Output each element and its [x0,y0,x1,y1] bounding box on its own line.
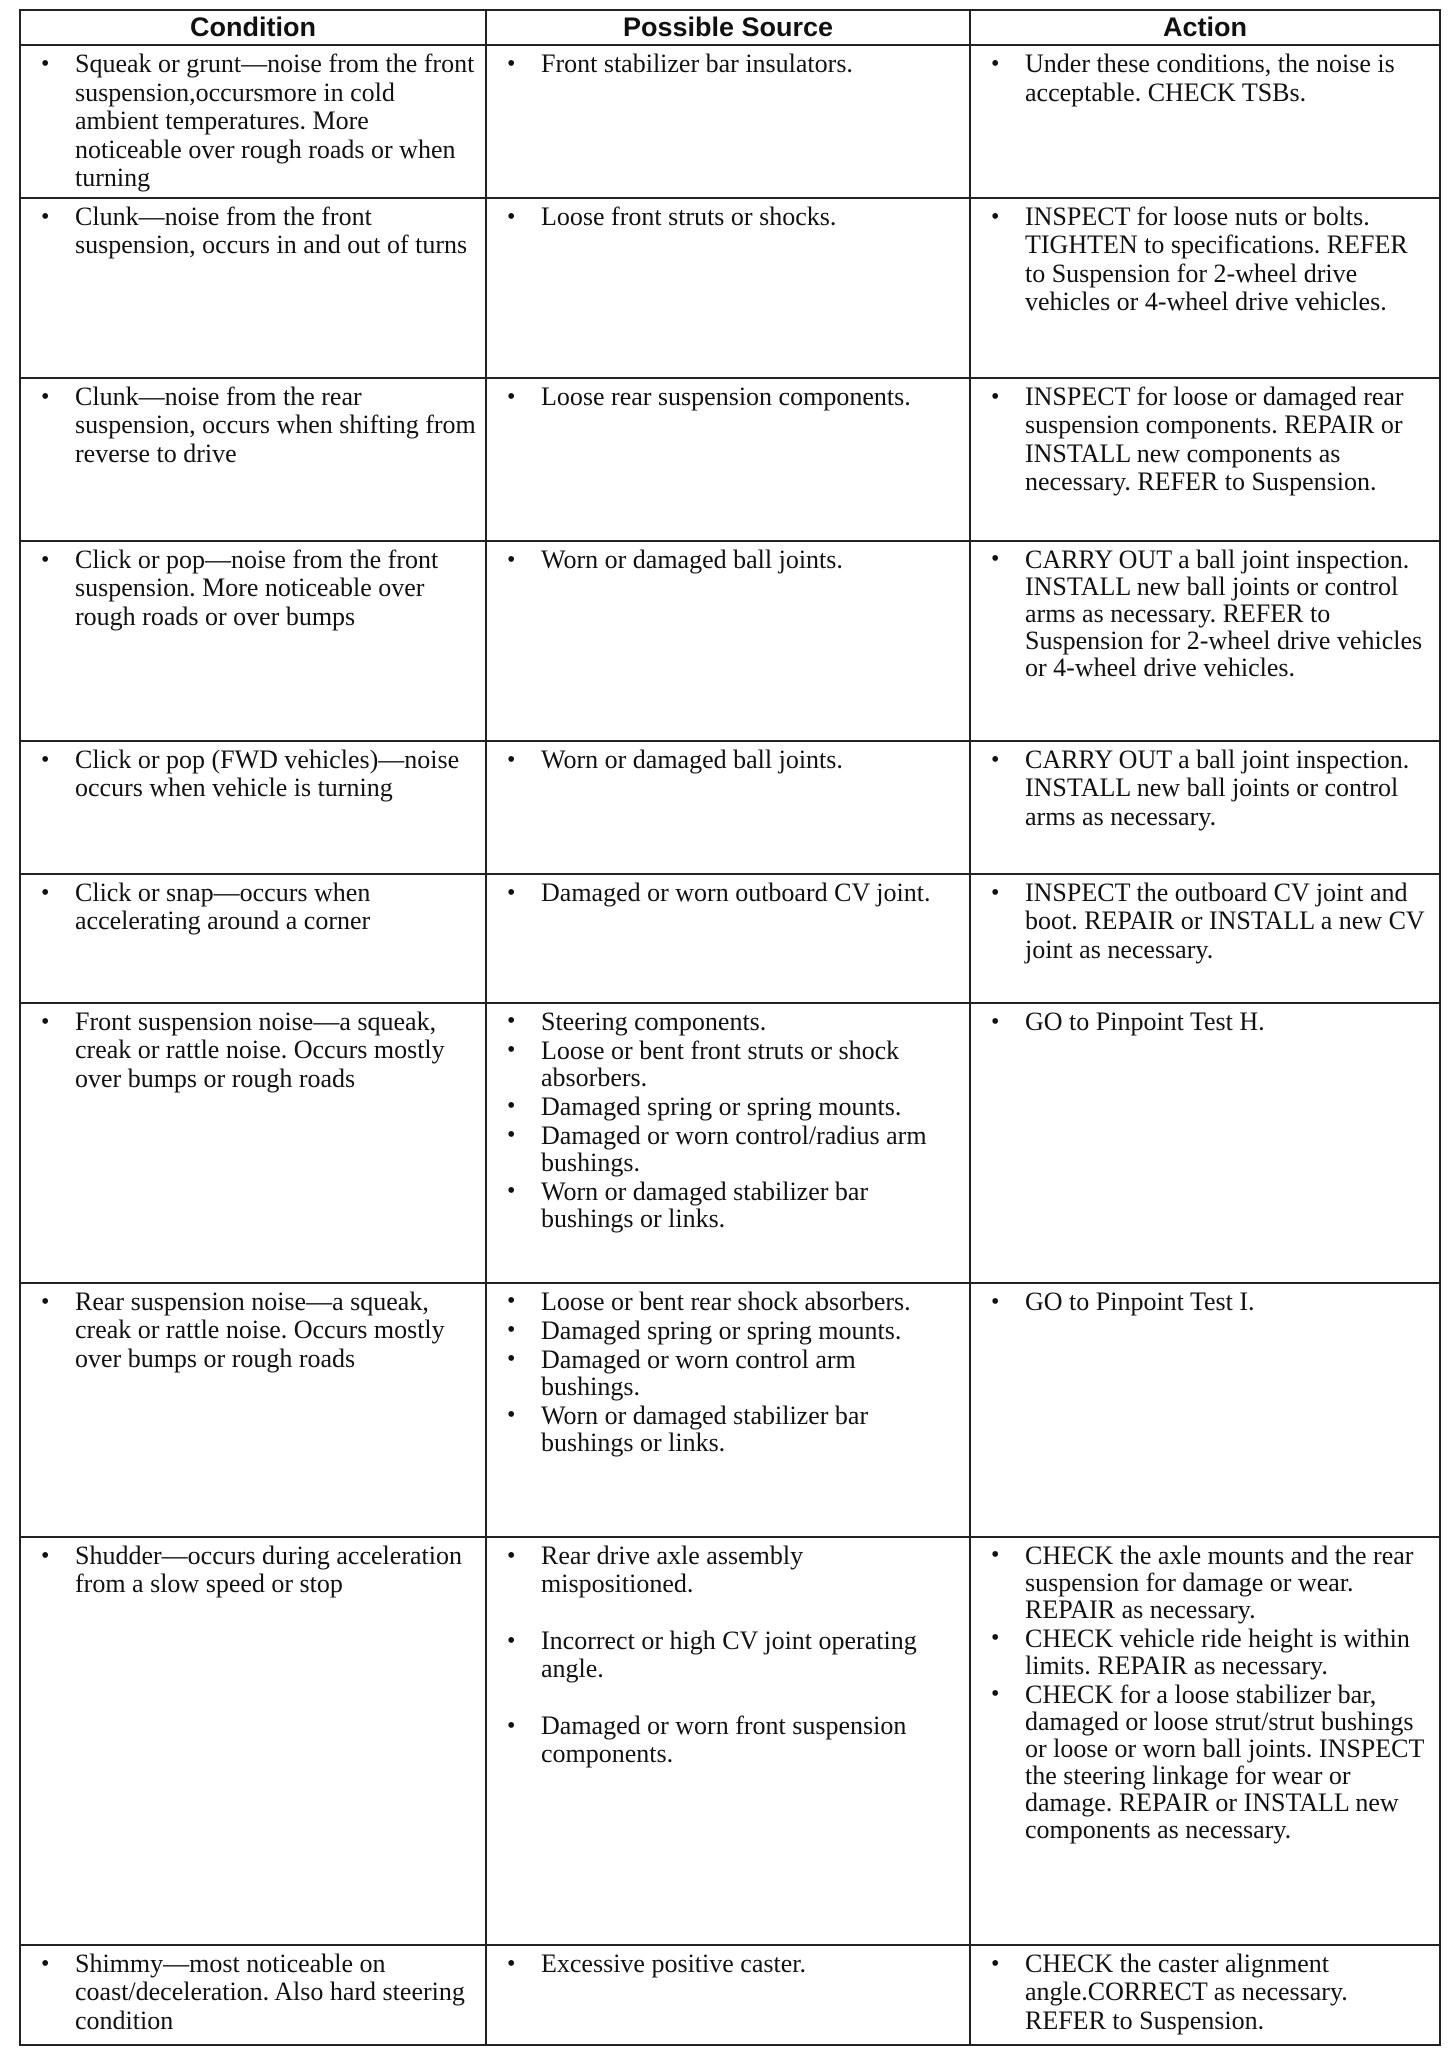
condition-text: • Clunk—noise from the rear suspension, occurs when shifting from reverse to drive [29,383,477,469]
condition-text: • Front suspension noise—a squeak, creak or rattle noise. Occurs mostly over bumps or rough roads [29,1008,477,1094]
source-cell [486,541,970,741]
action-item: • INSPECT for loose or damaged rear suspension components. REPAIR or INSTALL new components as necessary. REFER to Suspension. [979,383,1431,497]
source-cell [486,45,970,198]
action-item: • CHECK the axle mounts and the rear suspension for damage or wear. REPAIR as necessary. [979,1542,1431,1623]
action-item: • CARRY OUT a ball joint inspection. INSTALL new ball joints or control arms as necessary. REFER to Suspension for 2-wheel drive vehicles or 4-wheel drive vehicles. [979,546,1431,681]
action-cell [970,541,1440,741]
table-row [20,1003,1440,1283]
condition-cell [20,741,486,874]
source-item: • Damaged spring or spring mounts. [495,1093,961,1120]
table-row [20,1537,1440,1945]
source-item: • Damaged or worn control/radius arm bushings. [495,1122,961,1176]
source-item: • Steering components. [495,1008,961,1035]
table-row [20,541,1440,741]
header-action: Action [970,10,1440,45]
action-cell [970,1283,1440,1537]
condition-cell [20,874,486,1003]
header-condition: Condition [20,10,486,45]
action-item: • INSPECT the outboard CV joint and boot. REPAIR or INSTALL a new CV joint as necessary. [979,879,1431,965]
source-item: • Worn or damaged ball joints. [495,546,961,575]
source-item: • Loose or bent rear shock absorbers. [495,1288,961,1315]
condition-cell [20,378,486,541]
condition-text: • Shudder—occurs during acceleration from a slow speed or stop [29,1542,477,1599]
action-item: • GO to Pinpoint Test H. [979,1008,1431,1037]
action-cell [970,45,1440,198]
condition-text: • Squeak or grunt—noise from the front suspension,occursmore in cold ambient temperatures. More noticeable over rough roads or when turning [29,50,477,193]
table-row [20,1945,1440,2045]
source-cell [486,1283,970,1537]
action-item: • CHECK for a loose stabilizer bar, damaged or loose strut/strut bushings or loose or worn ball joints. INSPECT the steering linkage for wear or damage. REPAIR or INSTALL new components as necessary. [979,1681,1431,1843]
header-row [20,10,1440,45]
source-item: • Damaged or worn outboard CV joint. [495,879,961,908]
action-item: • GO to Pinpoint Test I. [979,1288,1431,1317]
condition-text: • Shimmy—most noticeable on coast/deceleration. Also hard steering condition [29,1950,477,2036]
table-row [20,378,1440,541]
diagnosis-table [19,9,1441,2046]
source-item: • Damaged or worn front suspension components. [495,1712,961,1769]
source-item: • Worn or damaged stabilizer bar bushings or links. [495,1178,961,1232]
condition-text: • Click or snap—occurs when accelerating around a corner [29,879,477,936]
source-cell [486,741,970,874]
source-cell [486,198,970,378]
action-cell [970,378,1440,541]
action-item: • INSPECT for loose nuts or bolts. TIGHTEN to specifications. REFER to Suspension for 2-wheel drive vehicles or 4-wheel drive vehicles. [979,203,1431,317]
action-item: • Under these conditions, the noise is acceptable. CHECK TSBs. [979,50,1431,107]
action-item: • CHECK vehicle ride height is within limits. REPAIR as necessary. [979,1625,1431,1679]
source-item: • Rear drive axle assembly mispositioned. [495,1542,961,1599]
condition-cell [20,1537,486,1945]
condition-text: • Click or pop—noise from the front suspension. More noticeable over rough roads or over bumps [29,546,477,632]
action-cell [970,1945,1440,2045]
action-item: • CHECK the caster alignment angle.CORRECT as necessary. REFER to Suspension. [979,1950,1431,2036]
source-item: • Loose front struts or shocks. [495,203,961,232]
source-cell [486,378,970,541]
table-row [20,198,1440,378]
condition-cell [20,1003,486,1283]
source-cell [486,874,970,1003]
source-item: • Worn or damaged stabilizer bar bushings or links. [495,1402,961,1456]
action-cell [970,874,1440,1003]
source-item: • Front stabilizer bar insulators. [495,50,961,79]
action-item: • CARRY OUT a ball joint inspection. INSTALL new ball joints or control arms as necessary. [979,746,1431,832]
action-cell [970,198,1440,378]
source-item: • Loose rear suspension components. [495,383,961,412]
source-item: • Excessive positive caster. [495,1950,961,1979]
source-item: • Incorrect or high CV joint operating angle. [495,1627,961,1684]
action-cell [970,1003,1440,1283]
condition-text: • Clunk—noise from the front suspension, occurs in and out of turns [29,203,477,260]
source-item: • Damaged or worn control arm bushings. [495,1346,961,1400]
source-item: • Damaged spring or spring mounts. [495,1317,961,1344]
action-cell [970,741,1440,874]
source-cell [486,1537,970,1945]
source-cell [486,1003,970,1283]
table-row [20,741,1440,874]
source-item: • Worn or damaged ball joints. [495,746,961,775]
condition-cell [20,1945,486,2045]
condition-cell [20,541,486,741]
condition-cell [20,198,486,378]
source-cell [486,1945,970,2045]
source-item: • Loose or bent front struts or shock absorbers. [495,1037,961,1091]
header-possible-source: Possible Source [486,10,970,45]
table-row [20,45,1440,198]
condition-cell [20,45,486,198]
action-cell [970,1537,1440,1945]
table-row [20,1283,1440,1537]
table-row [20,874,1440,1003]
condition-cell [20,1283,486,1537]
condition-text: • Click or pop (FWD vehicles)—noise occurs when vehicle is turning [29,746,477,803]
condition-text: • Rear suspension noise—a squeak, creak or rattle noise. Occurs mostly over bumps or rough roads [29,1288,477,1374]
